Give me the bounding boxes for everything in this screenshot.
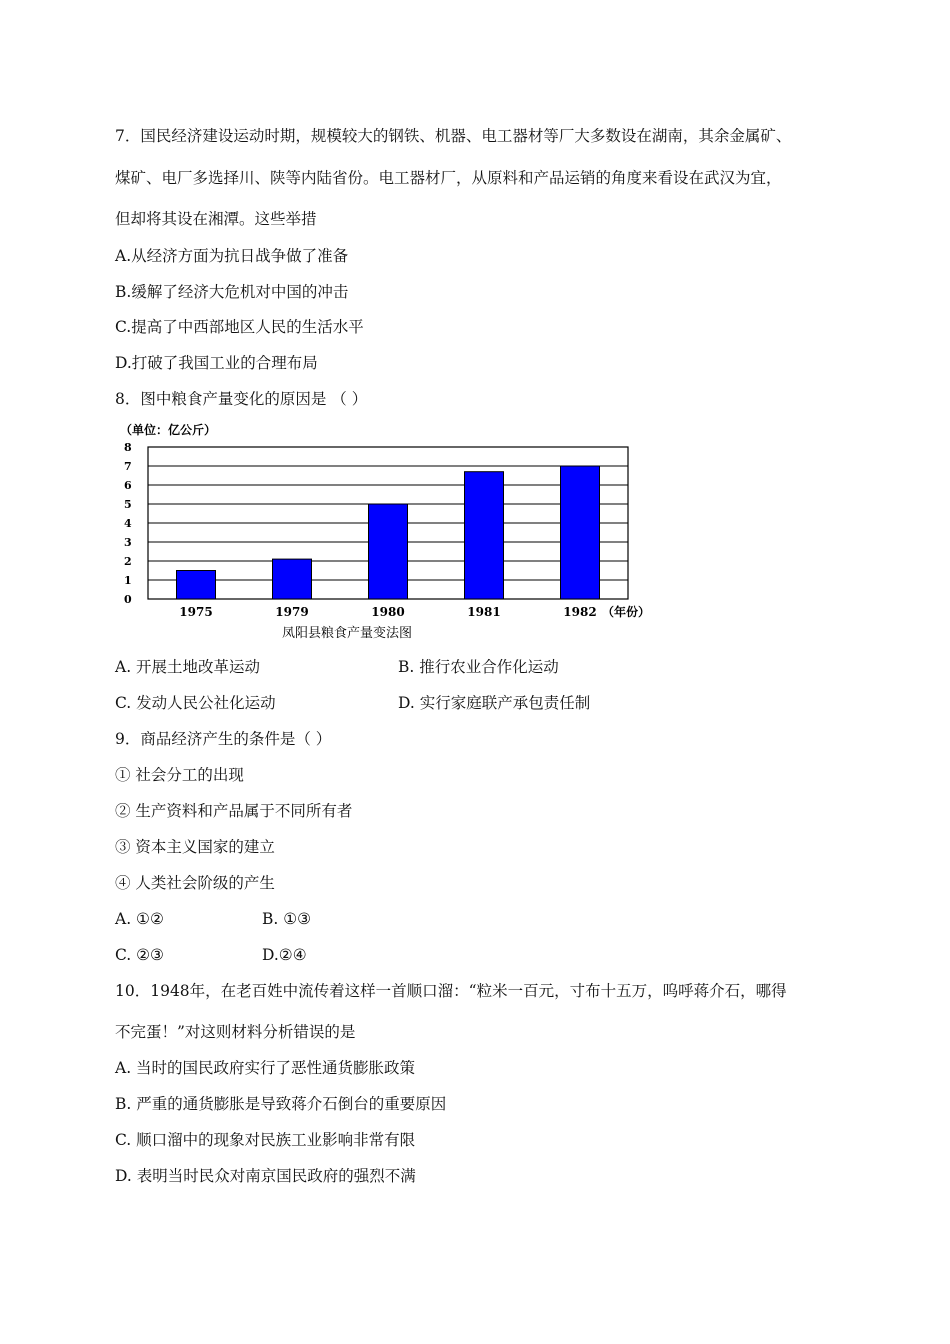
chart-unit-label: （单位：亿公斤） (120, 423, 217, 437)
q10-stem-line-1: 10．1948年，在老百姓中流传着这样一首顺口溜：“粒米一百元，寸布十五万，呜呼蒋介石，哪得 (115, 982, 787, 1000)
y-tick-label: 4 (124, 517, 132, 530)
q8-option-b: B. 推行农业合作化运动 (398, 658, 559, 676)
q10-option-b: B. 严重的通货膨胀是导致蒋介石倒台的重要原因 (115, 1095, 447, 1113)
q9-item-2: ② 生产资料和产品属于不同所有者 (115, 802, 353, 820)
y-tick-label: 0 (124, 593, 132, 606)
q10-stem-line-2: 不完蛋！”对这则材料分析错误的是 (115, 1023, 356, 1041)
q7-stem-line-3: 但却将其设在湘潭。这些举措 (115, 210, 317, 228)
q10-option-c: C. 顺口溜中的现象对民族工业影响非常有限 (115, 1131, 416, 1149)
y-tick-label: 2 (124, 555, 132, 568)
q9-stem: 9．商品经济产生的条件是（ ） (115, 730, 332, 748)
chart-bars (177, 466, 600, 599)
bar-1979 (273, 559, 312, 599)
x-tick-label: 1982 (563, 605, 597, 619)
y-tick-label: 6 (124, 479, 132, 492)
x-tick-label: 1980 (371, 605, 405, 619)
chart-caption: 凤阳县粮食产量变法图 (282, 626, 413, 641)
q8-option-c: C. 发动人民公社化运动 (115, 694, 276, 712)
y-tick-label: 5 (124, 498, 132, 511)
q10-option-d: D. 表明当时民众对南京国民政府的强烈不满 (115, 1167, 416, 1185)
q9-item-3: ③ 资本主义国家的建立 (115, 838, 275, 856)
bar-1982 (561, 466, 600, 599)
q7-option-d: D.打破了我国工业的合理布局 (115, 354, 318, 372)
chart-x-label: （年份） (602, 605, 651, 619)
y-tick-label: 1 (124, 574, 132, 587)
bar-1981 (465, 472, 504, 599)
q9-option-a: A. ①② (115, 910, 164, 928)
bar-1980 (369, 504, 408, 599)
grain-output-chart (112, 418, 692, 644)
q9-item-1: ① 社会分工的出现 (115, 766, 244, 784)
chart-x-ticks (179, 605, 596, 619)
chart-y-ticks (124, 441, 132, 606)
q10-option-a: A. 当时的国民政府实行了恶性通货膨胀政策 (115, 1059, 416, 1077)
q7-option-c: C.提高了中西部地区人民的生活水平 (115, 318, 364, 336)
y-tick-label: 8 (124, 441, 132, 454)
q7-option-a: A.从经济方面为抗日战争做了准备 (115, 247, 349, 265)
bar-1975 (177, 571, 216, 600)
y-tick-label: 3 (124, 536, 132, 549)
x-tick-label: 1975 (179, 605, 213, 619)
q9-option-d: D.②④ (262, 946, 307, 964)
q8-option-d: D. 实行家庭联产承包责任制 (398, 694, 591, 712)
q9-option-b: B. ①③ (262, 910, 312, 928)
x-tick-label: 1979 (275, 605, 309, 619)
y-tick-label: 7 (124, 460, 132, 473)
q7-stem-line-2: 煤矿、电厂多选择川、陕等内陆省份。电工器材厂，从原料和产品运销的角度来看设在武汉为宜， (115, 169, 782, 187)
x-tick-label: 1981 (467, 605, 501, 619)
q8-stem: 8．图中粮食产量变化的原因是 （ ） (115, 390, 368, 408)
q7-stem-line-1: 7．国民经济建设运动时期，规模较大的钢铁、机器、电工器材等厂大多数设在湖南，其余金属矿、 (115, 127, 792, 145)
q9-item-4: ④ 人类社会阶级的产生 (115, 874, 275, 892)
q8-option-a: A. 开展土地改革运动 (115, 658, 261, 676)
q9-option-c: C. ②③ (115, 946, 164, 964)
q7-option-b: B.缓解了经济大危机对中国的冲击 (115, 283, 349, 301)
